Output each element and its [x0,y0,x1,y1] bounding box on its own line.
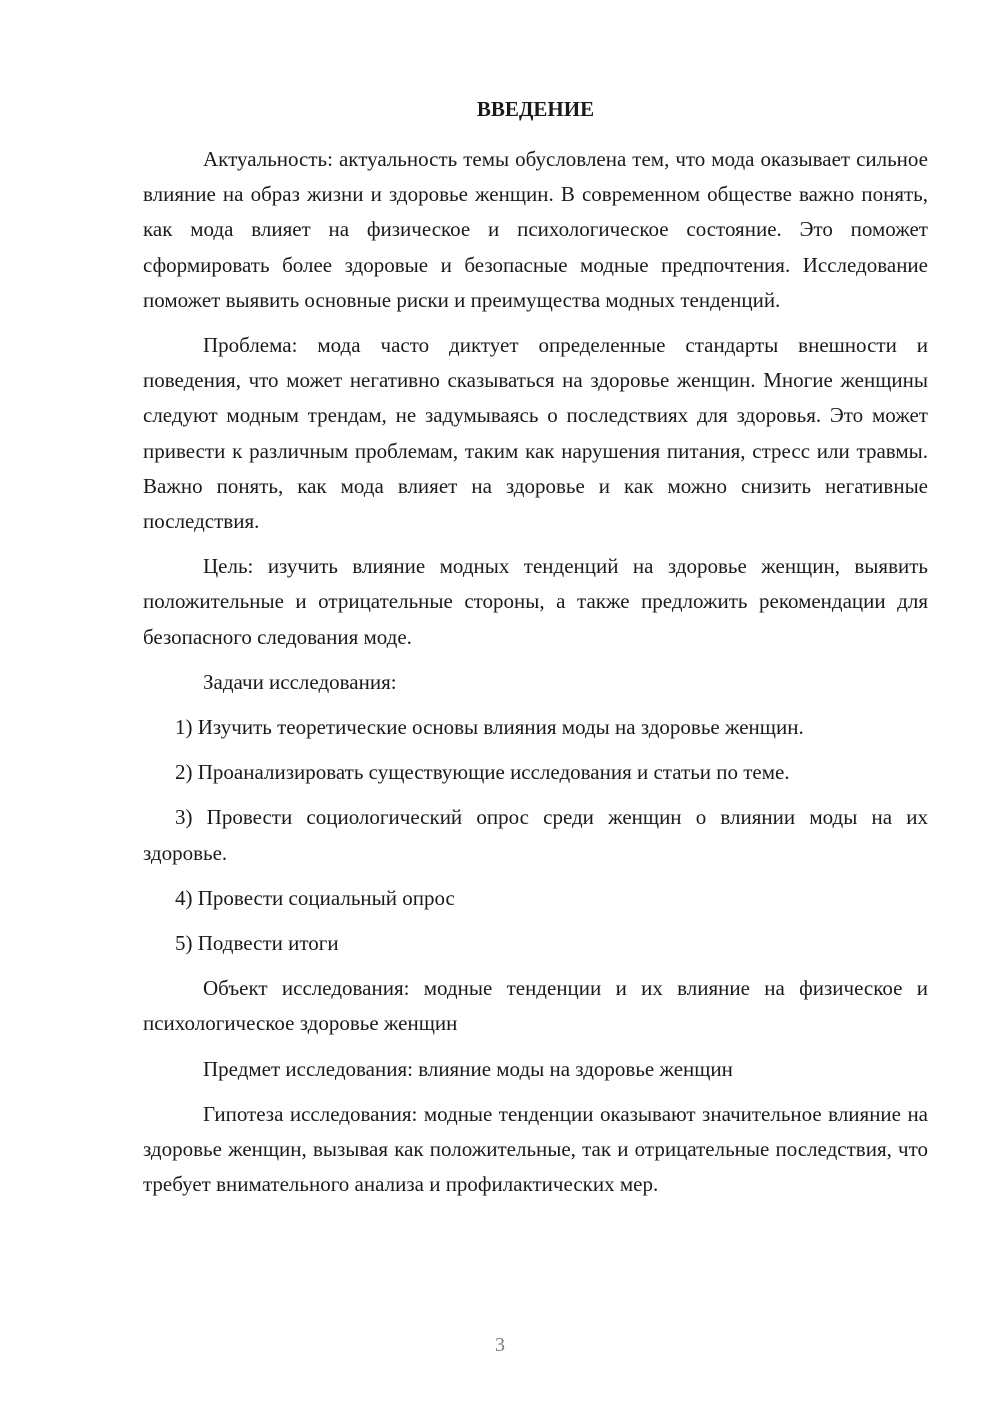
paragraph-tasks-heading: Задачи исследования: [203,669,397,694]
paragraph-goal: Цель: изучить влияние модных тенденций на здоровье женщин, выявить положительные и отрицательные стороны, а также предложить рекомендации для безопасного следования моде. [143,554,928,649]
paragraph-object: Объект исследования: модные тенденции и их влияние на физическое и психологическое здоровье женщин [143,976,928,1036]
paragraph-hypothesis: Гипотеза исследования: модные тенденции оказывают значительное влияние на здоровье женщин, вызывая как положительные, так и отрицательные последствия, что требует внимательного анализа и профилактических мер. [143,1101,928,1197]
task-item-1: 1) Изучить теоретические основы влияния моды на здоровье женщин. [175,715,804,740]
paragraph-relevance: Актуальность: актуальность темы обусловлена тем, что мода оказывает сильное влияние на образ жизни и здоровье женщин. В современном обществе важно понять, как мода влияет на физическое и психологическое состояние. Это поможет сформировать более здоровые и безопасные модные предпочтения. Исследование поможет выявить основные риски и преимущества модных тенденций. [143,147,928,312]
task-item-4: 4) Провести социальный опрос [175,885,455,910]
page-number: 3 [495,1334,505,1356]
paragraph-subject: Предмет исследования: влияние моды на здоровье женщин [203,1056,733,1081]
task-item-5: 5) Подвести итоги [175,931,339,956]
task-item-2: 2) Проанализировать существующие исследования и статьи по теме. [175,760,790,785]
section-title: ВВЕДЕНИЕ [476,97,595,121]
paragraph-problem: Проблема: мода часто диктует определенные стандарты внешности и поведения, что может негативно сказываться на здоровье женщин. Многие женщины следуют модным трендам, не задумываясь о последствиях для здоровья. Это может привести к различным проблемам, таким как нарушения питания, стресс или травмы. Важно понять, как мода влияет на здоровье и как можно снизить негативные последствия. [143,333,928,534]
task-item-3: 3) Провести социологический опрос среди женщин о влиянии моды на их здоровье. [143,805,928,865]
document-page [143,92,928,1202]
